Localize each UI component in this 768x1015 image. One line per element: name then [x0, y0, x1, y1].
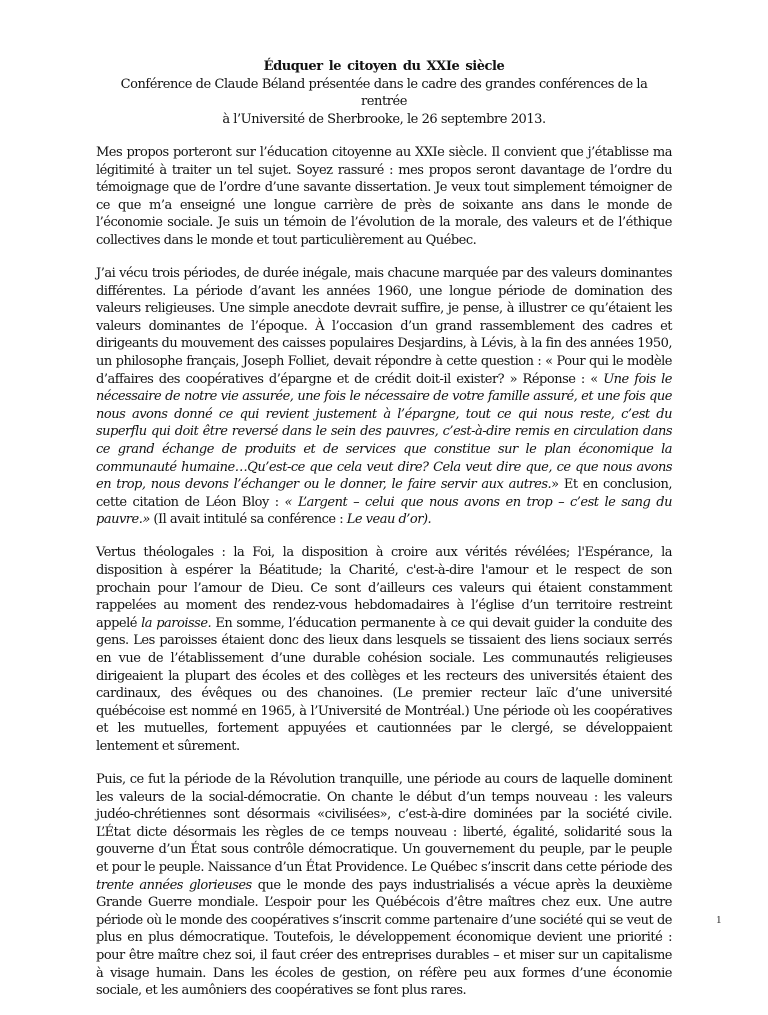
paragraph-quiet-revolution — [96, 771, 672, 1000]
text-run: » Et en conclusion, cette citation de Léon Bloy : — [96, 477, 672, 510]
italic-text-run: Une fois le nécessaire de notre vie assurée, une fois le nécessaire de votre famille assuré, et une fois que nous avons donné ce qui revient justement à l’épargne, tout ce qui nous reste, c’est du superflu qui doit être reversé dans le sein des pauvres, c’est-à-dire remis en circulation dans ce grand échange de produits et de services que constitue sur le plan économique la communauté humaine…Qu’est-ce que cela veut dire? Cela veut dire que, ce que nous avons en trop, nous devons l’échanger ou le donner, le faire servir aux autres. — [96, 371, 672, 493]
text-run: Vertus théologales : la Foi, la disposition à croire aux vérités révélées; l'Espérance, la disposition à espérer la Béatitude; la Charité, c'est-à-dire l'amour et le respect de son prochain pour l’amour de Dieu. Ce sont d’ailleurs ces valeurs qui étaient constamment rappelées au moment des rendez-vous hebdomadaires à l’église d’un territoire restreint appelé — [96, 545, 672, 631]
paragraph-theological-virtues — [96, 544, 672, 755]
text-run: En somme, l’éducation permanente à ce qui devait guider la conduite des gens. Les paroisses étaient donc des lieux dans lesquels se tissaient des liens sociaux serrés en vue de l’établissement d’une durable cohésion sociale. Les communautés religieuses dirigeaient la plupart des écoles et des collèges et les recteurs des universités étaient des cardinaux, des évêques ou des chanoines. (Le premier recteur laïc d’une université québécoise est nommé en 1965, à l’Université de Montréal.) Une période où les coopératives et les mutuelles, fortement appuyées et cautionnées par le clergé, se développaient lentement et sûrement. — [96, 615, 673, 754]
document-subtitle-line-1: Conférence de Claude Béland présentée dans le cadre des grandes conférences de la rentrée — [120, 76, 648, 109]
paragraph-introduction — [96, 144, 672, 250]
document-subtitle-line-2: à l’Université de Sherbrooke, le 26 septembre 2013. — [222, 111, 546, 127]
text-run: (Il avait intitulé sa conférence : — [149, 512, 347, 528]
document-title: Éduquer le citoyen du XXIe siècle — [263, 59, 505, 74]
italic-text-run: trente années glorieuses — [96, 877, 252, 893]
paragraph-three-periods — [96, 265, 672, 529]
document-header — [96, 58, 672, 128]
italic-text-run: Le veau d’or). — [346, 512, 432, 528]
text-run: J’ai vécu trois périodes, de durée inégale, mais chacune marquée par des valeurs dominantes différentes. La période d’avant les années 1960, une longue période de domination des valeurs religieuses. Une simple anecdote devrait suffire, je pense, à illustrer ce qu’étaient les valeurs dominantes de l’époque. À l’occasion d’un grand rassemblement des cadres et dirigeants du mouvement des caisses populaires Desjardins, à Lévis, à la fin des années 1950, un philosophe français, Joseph Folliet, devait répondre à cette question : « Pour qui le modèle d’affaires des coopératives d’épargne et de crédit doit-il exister? » Réponse : « — [96, 266, 672, 387]
text-run: que le monde des pays industrialisés a vécue après la deuxième Grande Guerre mondiale. L’espoir pour les Québécois d’être maîtres chez eux. Une autre période où le monde des coopératives s’inscrit comme partenaire d’une société qui se veut de plus en plus démocratique. Toutefois, le développement économique devient une priorité : pour être maître chez soi, il faut créer des entreprises durables – et miser sur un capitalisme à visage humain. Dans les écoles de gestion, on réfère peu aux formes d’une économie sociale, et les aumôniers des coopératives se font plus rares. — [96, 877, 672, 999]
text-run: Mes propos porteront sur l’éducation citoyenne au XXIe siècle. Il convient que j’établisse ma légitimité à traiter un tel sujet. Soyez rassuré : mes propos seront davantage de l’ordre du témoignage que de l’ordre d’une savante dissertation. Je veux tout simplement témoigner de ce que m’a enseigné une longue carrière de près de soixante ans dans le monde de l’économie sociale. Je suis un témoin de l’évolution de la morale, des valeurs et de l’éthique collectives dans le monde et tout particulièrement au Québec. — [96, 145, 672, 248]
text-run: Puis, ce fut la période de la Révolution tranquille, une période au cours de laquelle dominent les valeurs de la social-démocratie. On chante le début d’un temps nouveau : les valeurs judéo-chrétiennes sont désormais «civilisées», c’est-à-dire dominées par la société civile. L’État dicte désormais les règles de ce temps nouveau : liberté, égalité, solidarité sous la gouverne d’un État sous contrôle démocratique. Un gouvernement du peuple, par le peuple et pour le peuple. Naissance d’un État Providence. Le Québec s’inscrit dans cette période des — [96, 772, 672, 876]
document-page — [96, 58, 672, 1015]
italic-text-run: « L’argent – celui que nous avons en trop – c’est le sang du pauvre.» — [96, 494, 672, 528]
italic-text-run: la paroisse. — [141, 615, 212, 631]
page-number: 1 — [716, 914, 722, 926]
